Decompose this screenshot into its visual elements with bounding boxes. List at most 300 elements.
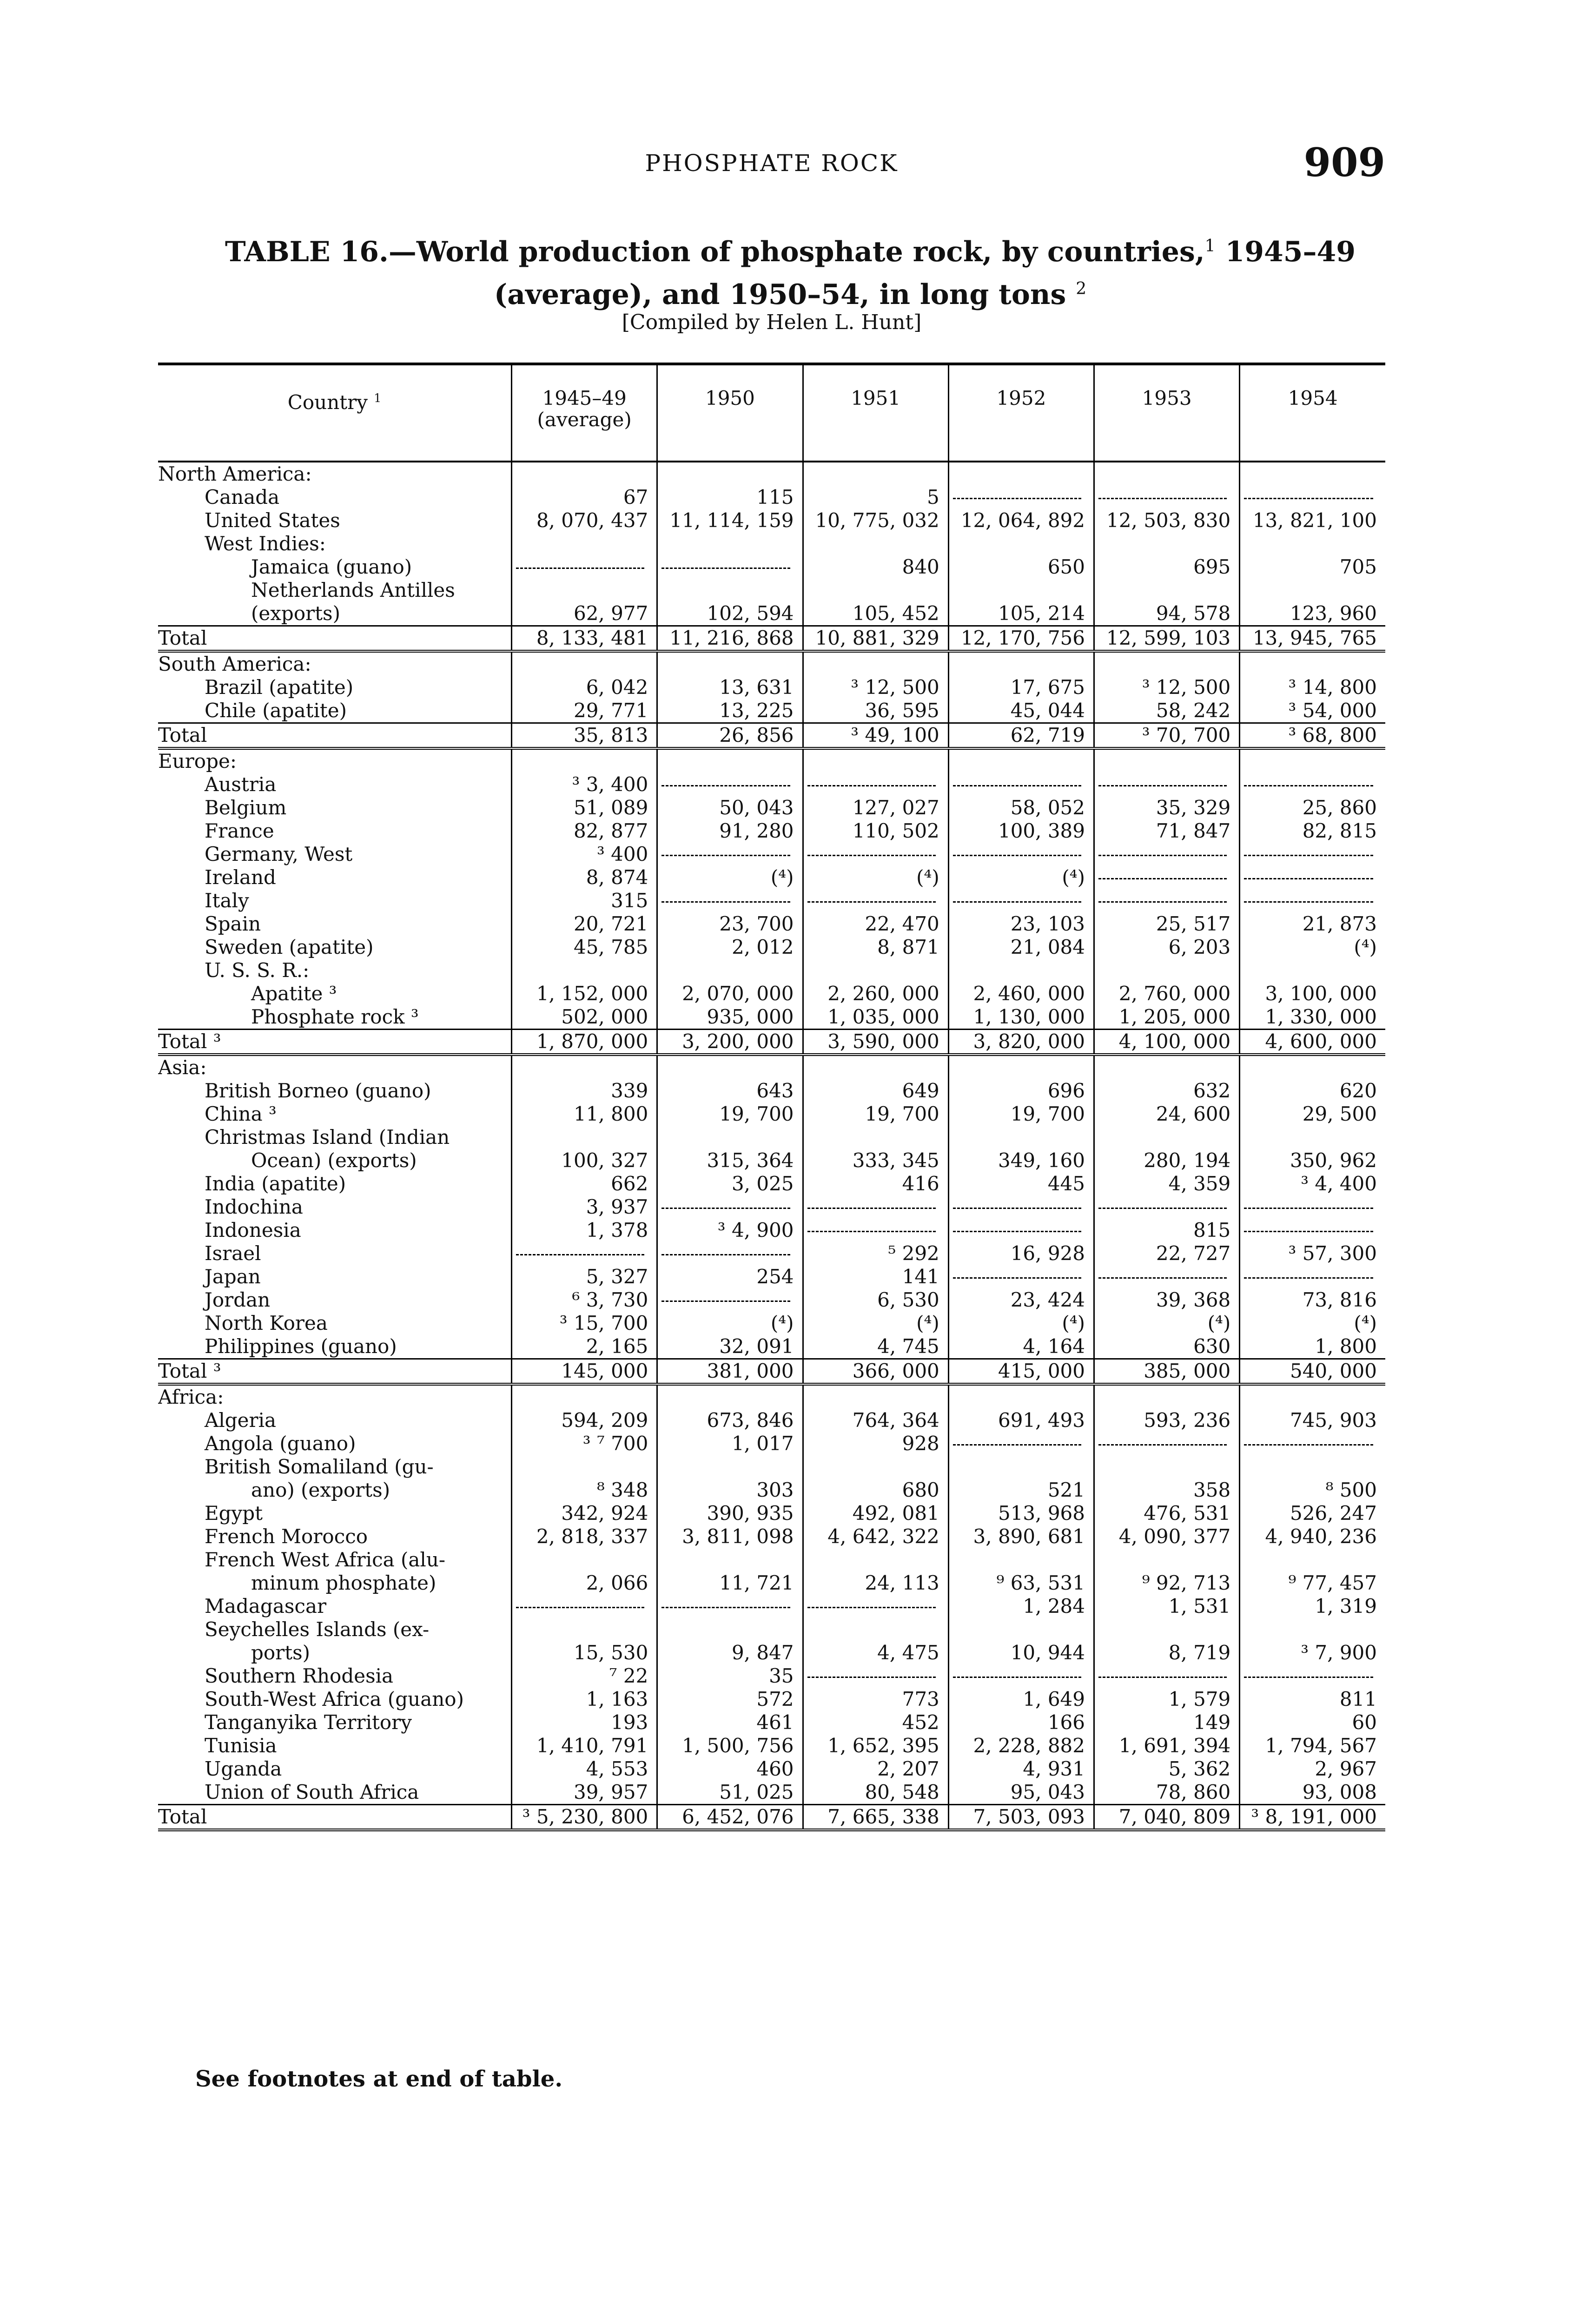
country-label: Jordan (205, 1288, 271, 1311)
value-cell: 24, 600 (1094, 1103, 1240, 1126)
no-data-dash (1240, 889, 1385, 912)
value-cell: 8, 871 (803, 936, 948, 959)
title-line2: (average), and 1950–54, in long tons (494, 278, 1066, 311)
dash-rule (1244, 901, 1373, 903)
dash-rule (953, 498, 1081, 499)
empty-cell (512, 651, 657, 676)
dash-rule (807, 785, 936, 786)
value-cell (1094, 532, 1240, 555)
table-row (158, 1525, 1385, 1548)
value-cell: 35, 329 (1094, 796, 1240, 819)
table-row (158, 579, 1385, 602)
value-cell: 4, 642, 322 (803, 1525, 948, 1548)
value-cell: 100, 327 (512, 1149, 657, 1172)
country-label: Germany, West (205, 843, 353, 865)
no-data-dash (1240, 486, 1385, 509)
value-cell: 3, 100, 000 (1240, 982, 1385, 1005)
value-cell: 29, 500 (1240, 1103, 1385, 1126)
value-cell: ³ 14, 800 (1240, 676, 1385, 699)
dash-rule (516, 1607, 644, 1608)
table-row (158, 982, 1385, 1005)
dash-rule (661, 568, 790, 569)
value-cell: ³ 15, 700 (512, 1312, 657, 1335)
value-cell: 513, 968 (948, 1502, 1094, 1525)
value-cell (512, 1548, 657, 1571)
no-data-dash (657, 555, 803, 579)
empty-cell (1094, 748, 1240, 773)
no-data-dash (948, 1265, 1094, 1288)
country-label: China ³ (205, 1103, 277, 1125)
country-label: French Morocco (205, 1525, 368, 1548)
value-cell: 1, 800 (1240, 1335, 1385, 1359)
country-label: Netherlands Antilles (251, 579, 455, 601)
value-cell: ³ 57, 300 (1240, 1242, 1385, 1265)
empty-cell (803, 651, 948, 676)
value-cell: 696 (948, 1079, 1094, 1103)
country-label: Tunisia (205, 1734, 277, 1757)
value-cell: 594, 209 (512, 1409, 657, 1432)
value-cell (948, 1618, 1094, 1641)
no-data-dash (948, 1195, 1094, 1219)
country-label: Belgium (205, 796, 287, 819)
region-label: North America: (158, 462, 312, 485)
value-cell: (⁴) (948, 1312, 1094, 1335)
value-cell: 691, 493 (948, 1409, 1094, 1432)
value-cell: 127, 027 (803, 796, 948, 819)
value-cell: 390, 935 (657, 1502, 803, 1525)
empty-cell (1240, 748, 1385, 773)
empty-cell (948, 651, 1094, 676)
value-cell: 476, 531 (1094, 1502, 1240, 1525)
value-cell: 10, 881, 329 (803, 626, 948, 652)
value-cell: 20, 721 (512, 912, 657, 936)
table-title (195, 228, 1385, 313)
value-cell (657, 532, 803, 555)
no-data-dash (948, 1219, 1094, 1242)
value-cell: 35 (657, 1664, 803, 1688)
value-cell: 632 (1094, 1079, 1240, 1103)
dash-rule (807, 1677, 936, 1678)
value-cell: 1, 691, 394 (1094, 1734, 1240, 1757)
empty-cell (657, 1384, 803, 1409)
country-label: Algeria (205, 1409, 277, 1432)
table-row (158, 936, 1385, 959)
table-row (158, 532, 1385, 555)
value-cell: 25, 860 (1240, 796, 1385, 819)
value-cell (1240, 1455, 1385, 1479)
value-cell (1240, 1126, 1385, 1149)
value-cell: 4, 940, 236 (1240, 1525, 1385, 1548)
value-cell: (⁴) (948, 866, 1094, 889)
production-table (158, 363, 1385, 1831)
value-cell: 115 (657, 486, 803, 509)
table-row (158, 1409, 1385, 1432)
value-cell: 95, 043 (948, 1781, 1094, 1805)
value-cell: 280, 194 (1094, 1149, 1240, 1172)
country-label: French West Africa (alu- (205, 1548, 446, 1571)
country-label: France (205, 819, 274, 842)
value-cell: 10, 775, 032 (803, 509, 948, 532)
country-label: Chile (apatite) (205, 699, 347, 722)
dash-rule (1098, 498, 1227, 499)
value-cell: 1, 163 (512, 1688, 657, 1711)
table-row (158, 1312, 1385, 1335)
value-cell: 764, 364 (803, 1409, 948, 1432)
empty-cell (657, 462, 803, 486)
country-label: Japan (205, 1265, 261, 1288)
table-row (158, 1335, 1385, 1359)
value-cell: 93, 008 (1240, 1781, 1385, 1805)
value-cell: 3, 937 (512, 1195, 657, 1219)
dash-rule (1244, 498, 1373, 499)
empty-cell (1094, 1384, 1240, 1409)
value-cell: 339 (512, 1079, 657, 1103)
value-cell: 82, 877 (512, 819, 657, 843)
country-label: Apatite ³ (251, 982, 337, 1005)
value-cell: 1, 035, 000 (803, 1005, 948, 1030)
title-footnote-1: 1 (1204, 237, 1216, 256)
no-data-dash (1240, 1219, 1385, 1242)
dash-rule (661, 855, 790, 856)
value-cell: 572 (657, 1688, 803, 1711)
value-cell: 773 (803, 1688, 948, 1711)
country-label: United States (205, 509, 340, 532)
no-data-dash (657, 843, 803, 866)
no-data-dash (948, 843, 1094, 866)
no-data-dash (803, 1664, 948, 1688)
value-cell: 1, 794, 567 (1240, 1734, 1385, 1757)
value-cell: 19, 700 (948, 1103, 1094, 1126)
no-data-dash (803, 843, 948, 866)
value-cell: 12, 599, 103 (1094, 626, 1240, 652)
value-cell (1094, 1618, 1240, 1641)
dash-rule (953, 1677, 1081, 1678)
value-cell: 381, 000 (657, 1359, 803, 1385)
value-cell: 460 (657, 1757, 803, 1781)
no-data-dash (1240, 773, 1385, 796)
value-cell: 2, 967 (1240, 1757, 1385, 1781)
no-data-dash (1094, 1664, 1240, 1688)
country-label: Indochina (205, 1195, 303, 1218)
total-row (158, 626, 1385, 652)
value-cell: 2, 818, 337 (512, 1525, 657, 1548)
value-cell: 526, 247 (1240, 1502, 1385, 1525)
dash-rule (1244, 1231, 1373, 1232)
value-cell: ⁹ 77, 457 (1240, 1571, 1385, 1595)
value-cell: (⁴) (803, 1312, 948, 1335)
value-cell (1240, 1618, 1385, 1641)
country-label: Seychelles Islands (ex- (205, 1618, 430, 1641)
value-cell: 73, 816 (1240, 1288, 1385, 1312)
value-cell: 3, 025 (657, 1172, 803, 1195)
country-label: India (apatite) (205, 1172, 346, 1195)
value-cell: 5, 327 (512, 1265, 657, 1288)
value-cell: ³ 400 (512, 843, 657, 866)
value-cell: 11, 800 (512, 1103, 657, 1126)
total-label: Total ³ (158, 1030, 512, 1055)
table-row (158, 1571, 1385, 1595)
value-cell: ⁵ 292 (803, 1242, 948, 1265)
value-cell: 745, 903 (1240, 1409, 1385, 1432)
value-cell: 643 (657, 1079, 803, 1103)
value-cell: 39, 957 (512, 1781, 657, 1805)
value-cell: 23, 700 (657, 912, 803, 936)
table-row (158, 1757, 1385, 1781)
value-cell (1094, 959, 1240, 982)
table-row (158, 1172, 1385, 1195)
no-data-dash (1094, 866, 1240, 889)
value-cell: 149 (1094, 1711, 1240, 1734)
no-data-dash (1094, 1432, 1240, 1455)
table-row (158, 1242, 1385, 1265)
empty-cell (948, 1055, 1094, 1079)
dash-rule (1244, 1444, 1373, 1446)
value-cell: 13, 821, 100 (1240, 509, 1385, 532)
value-cell (1094, 1548, 1240, 1571)
empty-cell (657, 748, 803, 773)
value-cell: 36, 595 (803, 699, 948, 723)
value-cell: 4, 164 (948, 1335, 1094, 1359)
value-cell: 12, 170, 756 (948, 626, 1094, 652)
value-cell: 100, 389 (948, 819, 1094, 843)
value-cell: 540, 000 (1240, 1359, 1385, 1385)
value-cell: 333, 345 (803, 1149, 948, 1172)
dash-rule (1244, 855, 1373, 856)
value-cell: 26, 856 (657, 723, 803, 749)
value-cell: 24, 113 (803, 1571, 948, 1595)
value-cell: 1, 205, 000 (1094, 1005, 1240, 1030)
table-row (158, 959, 1385, 982)
dash-rule (1098, 785, 1227, 786)
value-cell: 4, 359 (1094, 1172, 1240, 1195)
footnote-reference: See footnotes at end of table. (195, 2066, 563, 2092)
value-cell: 82, 815 (1240, 819, 1385, 843)
value-cell: 2, 760, 000 (1094, 982, 1240, 1005)
value-cell: 1, 284 (948, 1595, 1094, 1618)
table-row (158, 1595, 1385, 1618)
empty-cell (803, 748, 948, 773)
value-cell: 445 (948, 1172, 1094, 1195)
value-cell: 94, 578 (1094, 602, 1240, 626)
total-label: Total (158, 723, 512, 749)
value-cell: ³ 3, 400 (512, 773, 657, 796)
value-cell: ³ 12, 500 (803, 676, 948, 699)
value-cell: 2, 012 (657, 936, 803, 959)
value-cell: 4, 475 (803, 1641, 948, 1664)
value-cell: 650 (948, 555, 1094, 579)
value-cell (948, 1455, 1094, 1479)
value-cell (512, 1126, 657, 1149)
table-row (158, 602, 1385, 626)
no-data-dash (657, 1288, 803, 1312)
value-cell: ³ 12, 500 (1094, 676, 1240, 699)
value-cell: 50, 043 (657, 796, 803, 819)
country-label: Italy (205, 889, 249, 912)
no-data-dash (1240, 1432, 1385, 1455)
no-data-dash (657, 773, 803, 796)
table-row (158, 509, 1385, 532)
no-data-dash (803, 889, 948, 912)
total-row (158, 1030, 1385, 1055)
value-cell: ⁸ 500 (1240, 1479, 1385, 1502)
value-cell: 2, 207 (803, 1757, 948, 1781)
value-cell: 620 (1240, 1079, 1385, 1103)
country-label: Angola (guano) (205, 1432, 356, 1455)
dash-rule (807, 1231, 936, 1232)
dash-rule (807, 1208, 936, 1209)
value-cell (803, 959, 948, 982)
dash-rule (661, 785, 790, 786)
country-label: British Borneo (guano) (205, 1079, 431, 1102)
no-data-dash (948, 889, 1094, 912)
table-row (158, 1079, 1385, 1103)
col-header-1953: 1953 (1094, 364, 1240, 462)
table-row (158, 796, 1385, 819)
no-data-dash (1240, 1265, 1385, 1288)
value-cell: 11, 114, 159 (657, 509, 803, 532)
value-cell: 12, 064, 892 (948, 509, 1094, 532)
value-cell: 342, 924 (512, 1502, 657, 1525)
table-row (158, 843, 1385, 866)
no-data-dash (1240, 1195, 1385, 1219)
value-cell: 110, 502 (803, 819, 948, 843)
value-cell: ⁹ 92, 713 (1094, 1571, 1240, 1595)
value-cell: 7, 503, 093 (948, 1805, 1094, 1830)
value-cell: 1, 330, 000 (1240, 1005, 1385, 1030)
total-label: Total (158, 1805, 512, 1830)
region-heading-row (158, 1384, 1385, 1409)
table-row (158, 1479, 1385, 1502)
value-cell: ³ 54, 000 (1240, 699, 1385, 723)
region-label: Asia: (158, 1056, 207, 1079)
dash-rule (1098, 855, 1227, 856)
table-row (158, 1149, 1385, 1172)
value-cell: ³ 68, 800 (1240, 723, 1385, 749)
no-data-dash (948, 486, 1094, 509)
empty-cell (1094, 462, 1240, 486)
table-row (158, 1688, 1385, 1711)
value-cell: 521 (948, 1479, 1094, 1502)
value-cell: 11, 721 (657, 1571, 803, 1595)
table-body (158, 462, 1385, 1830)
value-cell: 7, 040, 809 (1094, 1805, 1240, 1830)
country-label: ano) (exports) (251, 1479, 390, 1501)
empty-cell (1240, 651, 1385, 676)
title-line1: TABLE 16.—World production of phosphate rock, by countries, (225, 236, 1205, 268)
value-cell: 452 (803, 1711, 948, 1734)
value-cell (948, 579, 1094, 602)
dash-rule (1098, 1208, 1227, 1209)
value-cell: (⁴) (803, 866, 948, 889)
table-row (158, 1711, 1385, 1734)
no-data-dash (1240, 866, 1385, 889)
value-cell: 315, 364 (657, 1149, 803, 1172)
total-label: Total (158, 626, 512, 652)
table-row (158, 1288, 1385, 1312)
value-cell: ³ 70, 700 (1094, 723, 1240, 749)
value-cell: 45, 785 (512, 936, 657, 959)
col-header-1951: 1951 (803, 364, 948, 462)
running-title: PHOSPHATE ROCK (645, 150, 899, 177)
value-cell: 16, 928 (948, 1242, 1094, 1265)
value-cell: 105, 214 (948, 602, 1094, 626)
no-data-dash (948, 773, 1094, 796)
no-data-dash (1240, 843, 1385, 866)
table-header (158, 364, 1385, 462)
value-cell: 9, 847 (657, 1641, 803, 1664)
no-data-dash (1094, 1265, 1240, 1288)
region-label: Africa: (158, 1386, 224, 1408)
value-cell: 51, 025 (657, 1781, 803, 1805)
country-label: Austria (205, 773, 277, 796)
value-cell (657, 1618, 803, 1641)
value-cell: 4, 090, 377 (1094, 1525, 1240, 1548)
value-cell: 22, 727 (1094, 1242, 1240, 1265)
empty-cell (948, 1384, 1094, 1409)
value-cell: 17, 675 (948, 676, 1094, 699)
country-label: South-West Africa (guano) (205, 1688, 464, 1710)
value-cell: 13, 945, 765 (1240, 626, 1385, 652)
value-cell: 80, 548 (803, 1781, 948, 1805)
table-row (158, 912, 1385, 936)
value-cell: 662 (512, 1172, 657, 1195)
table-row (158, 1103, 1385, 1126)
value-cell: 935, 000 (657, 1005, 803, 1030)
value-cell (512, 532, 657, 555)
country-label: Egypt (205, 1502, 263, 1525)
value-cell: 1, 378 (512, 1219, 657, 1242)
dash-rule (1098, 1677, 1227, 1678)
value-cell: 649 (803, 1079, 948, 1103)
dash-rule (1244, 785, 1373, 786)
value-cell: 4, 553 (512, 1757, 657, 1781)
no-data-dash (803, 1595, 948, 1618)
value-cell: ³ 4, 900 (657, 1219, 803, 1242)
value-cell: 1, 130, 000 (948, 1005, 1094, 1030)
value-cell (512, 959, 657, 982)
region-heading-row (158, 651, 1385, 676)
value-cell: ⁹ 63, 531 (948, 1571, 1094, 1595)
value-cell: 29, 771 (512, 699, 657, 723)
value-cell: 415, 000 (948, 1359, 1094, 1385)
value-cell (657, 1126, 803, 1149)
empty-cell (803, 462, 948, 486)
value-cell: ³ 5, 230, 800 (512, 1805, 657, 1830)
empty-cell (1240, 462, 1385, 486)
country-label: Israel (205, 1242, 261, 1265)
table-row (158, 1734, 1385, 1757)
value-cell (1240, 532, 1385, 555)
no-data-dash (512, 1242, 657, 1265)
country-label: Spain (205, 912, 261, 935)
title-line1b: 1945–49 (1215, 236, 1356, 268)
no-data-dash (512, 555, 657, 579)
no-data-dash (1094, 1195, 1240, 1219)
dash-rule (953, 901, 1081, 903)
table-subtitle: [Compiled by Helen L. Hunt] (622, 310, 922, 334)
value-cell: 22, 470 (803, 912, 948, 936)
value-cell: 6, 203 (1094, 936, 1240, 959)
table-row (158, 1641, 1385, 1664)
empty-cell (803, 1055, 948, 1079)
value-cell: 25, 517 (1094, 912, 1240, 936)
value-cell: 6, 530 (803, 1288, 948, 1312)
value-cell: ⁸ 348 (512, 1479, 657, 1502)
value-cell: 62, 977 (512, 602, 657, 626)
value-cell: (⁴) (657, 1312, 803, 1335)
table-row (158, 1502, 1385, 1525)
dash-rule (1244, 1208, 1373, 1209)
